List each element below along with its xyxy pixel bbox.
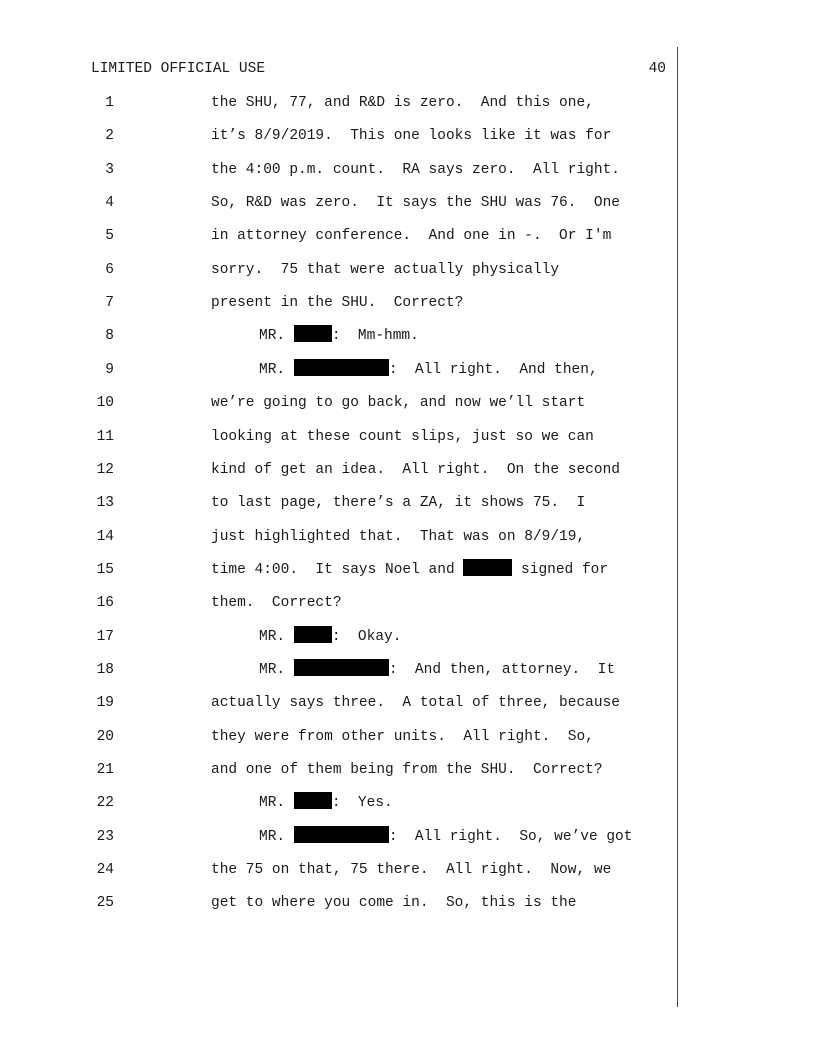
text-segment: : All right. So, we’ve got bbox=[388, 828, 633, 845]
line-number: 22 bbox=[96, 795, 114, 812]
line-text bbox=[211, 292, 463, 314]
line-number: 24 bbox=[96, 862, 114, 879]
line-number: 12 bbox=[96, 461, 114, 478]
line-number: 21 bbox=[96, 762, 114, 778]
transcript-line bbox=[0, 592, 816, 614]
line-number: 18 bbox=[96, 661, 114, 678]
line-text bbox=[211, 892, 576, 914]
text-segment: in attorney conference. And one in -. Or I'm bbox=[211, 228, 612, 245]
line-text bbox=[211, 692, 620, 714]
line-number: 5 bbox=[105, 228, 114, 245]
line-number: 4 bbox=[105, 195, 114, 212]
text-segment: get to where you come in. So, this is the bbox=[211, 895, 577, 912]
line-number: 16 bbox=[96, 595, 114, 612]
text-segment: and one of them being from the SHU. Correct? bbox=[211, 762, 603, 778]
line-number: 25 bbox=[96, 895, 114, 912]
transcript-line bbox=[0, 426, 816, 448]
line-text bbox=[259, 325, 419, 347]
page-number: 40 bbox=[648, 61, 666, 77]
transcript-line bbox=[0, 325, 816, 347]
redaction-box bbox=[463, 559, 512, 576]
text-segment: just highlighted that. That was on 8/9/19, bbox=[211, 528, 586, 545]
line-text bbox=[211, 225, 611, 247]
line-number: 9 bbox=[105, 361, 114, 378]
line-text bbox=[211, 92, 594, 114]
text-segment: MR. bbox=[259, 628, 294, 645]
text-segment: : Okay. bbox=[331, 628, 402, 645]
text-segment: : And then, attorney. It bbox=[388, 661, 616, 678]
text-segment: kind of get an idea. All right. On the second bbox=[211, 461, 620, 478]
line-text bbox=[259, 826, 632, 848]
transcript-line bbox=[0, 692, 816, 714]
line-text bbox=[211, 859, 611, 881]
line-number: 13 bbox=[96, 495, 114, 512]
line-number: 1 bbox=[105, 95, 114, 111]
redaction-box bbox=[294, 626, 332, 643]
transcript-line bbox=[0, 559, 816, 581]
transcript-line bbox=[0, 826, 816, 848]
text-segment: the 4:00 p.m. count. RA says zero. All right. bbox=[211, 161, 620, 178]
text-segment: MR. bbox=[259, 828, 294, 845]
line-number: 14 bbox=[96, 528, 114, 545]
transcript-line bbox=[0, 526, 816, 548]
line-text bbox=[259, 626, 401, 648]
transcript-line bbox=[0, 392, 816, 414]
transcript-line bbox=[0, 726, 816, 748]
text-segment: : All right. And then, bbox=[388, 361, 598, 378]
line-text bbox=[211, 159, 620, 181]
transcript-line bbox=[0, 192, 816, 214]
redaction-box bbox=[294, 659, 389, 676]
line-text bbox=[211, 192, 620, 214]
line-number: 17 bbox=[96, 628, 114, 645]
text-segment: So, R&D was zero. It says the SHU was 76. One bbox=[211, 195, 620, 212]
line-number: 15 bbox=[96, 561, 114, 578]
redaction-box bbox=[294, 359, 389, 376]
transcript-line bbox=[0, 259, 816, 281]
transcript-line bbox=[0, 759, 816, 781]
text-segment: MR. bbox=[259, 795, 294, 812]
line-text bbox=[211, 526, 585, 548]
transcript-line bbox=[0, 225, 816, 247]
text-segment: we’re going to go back, and now we’ll start bbox=[211, 395, 586, 412]
line-text bbox=[211, 492, 585, 514]
line-number: 23 bbox=[96, 828, 114, 845]
text-segment: them. Correct? bbox=[211, 595, 342, 612]
line-number: 19 bbox=[96, 695, 114, 712]
line-number: 20 bbox=[96, 728, 114, 745]
line-text bbox=[259, 659, 615, 681]
line-text bbox=[211, 459, 620, 481]
text-segment: MR. bbox=[259, 328, 294, 345]
redaction-box bbox=[294, 792, 332, 809]
text-segment: to last page, there’s a ZA, it shows 75. I bbox=[211, 495, 586, 512]
text-segment: : Yes. bbox=[331, 795, 393, 812]
transcript-line bbox=[0, 459, 816, 481]
line-text bbox=[211, 759, 603, 781]
line-number: 6 bbox=[105, 261, 114, 278]
transcript-line bbox=[0, 626, 816, 648]
text-segment: time 4:00. It says Noel and bbox=[211, 561, 464, 578]
transcript-line bbox=[0, 292, 816, 314]
line-number: 8 bbox=[105, 328, 114, 345]
text-segment: present in the SHU. Correct? bbox=[211, 295, 464, 312]
transcript-line bbox=[0, 359, 816, 381]
redaction-box bbox=[294, 826, 389, 843]
line-number: 7 bbox=[105, 295, 114, 312]
line-text bbox=[211, 259, 559, 281]
text-segment: MR. bbox=[259, 661, 294, 678]
redaction-box bbox=[294, 325, 332, 342]
line-text bbox=[211, 592, 342, 614]
line-number: 10 bbox=[96, 395, 114, 412]
text-segment: the SHU, 77, and R&D is zero. And this one, bbox=[211, 95, 594, 111]
text-segment: signed for bbox=[512, 561, 609, 578]
line-number: 3 bbox=[105, 161, 114, 178]
line-number: 2 bbox=[105, 128, 114, 145]
transcript-line bbox=[0, 125, 816, 147]
transcript-line bbox=[0, 792, 816, 814]
text-segment: : Mm-hmm. bbox=[331, 328, 419, 345]
transcript-line bbox=[0, 859, 816, 881]
transcript-line bbox=[0, 92, 816, 114]
line-text bbox=[211, 125, 611, 147]
text-segment: looking at these count slips, just so we can bbox=[211, 428, 594, 445]
line-number: 11 bbox=[96, 428, 114, 445]
text-segment: the 75 on that, 75 there. All right. Now, we bbox=[211, 862, 612, 879]
text-segment: actually says three. A total of three, because bbox=[211, 695, 620, 712]
line-text bbox=[259, 792, 393, 814]
text-segment: sorry. 75 that were actually physically bbox=[211, 261, 560, 278]
line-text bbox=[259, 359, 598, 381]
header-classification: LIMITED OFFICIAL USE bbox=[91, 61, 266, 77]
line-text bbox=[211, 426, 594, 448]
line-text bbox=[211, 559, 608, 581]
line-text bbox=[211, 726, 594, 748]
line-text bbox=[211, 392, 585, 414]
transcript-line bbox=[0, 159, 816, 181]
text-segment: MR. bbox=[259, 361, 294, 378]
transcript-line bbox=[0, 492, 816, 514]
text-segment: they were from other units. All right. So, bbox=[211, 728, 594, 745]
transcript-line bbox=[0, 892, 816, 914]
text-segment: it’s 8/9/2019. This one looks like it was for bbox=[211, 128, 612, 145]
transcript-line bbox=[0, 659, 816, 681]
